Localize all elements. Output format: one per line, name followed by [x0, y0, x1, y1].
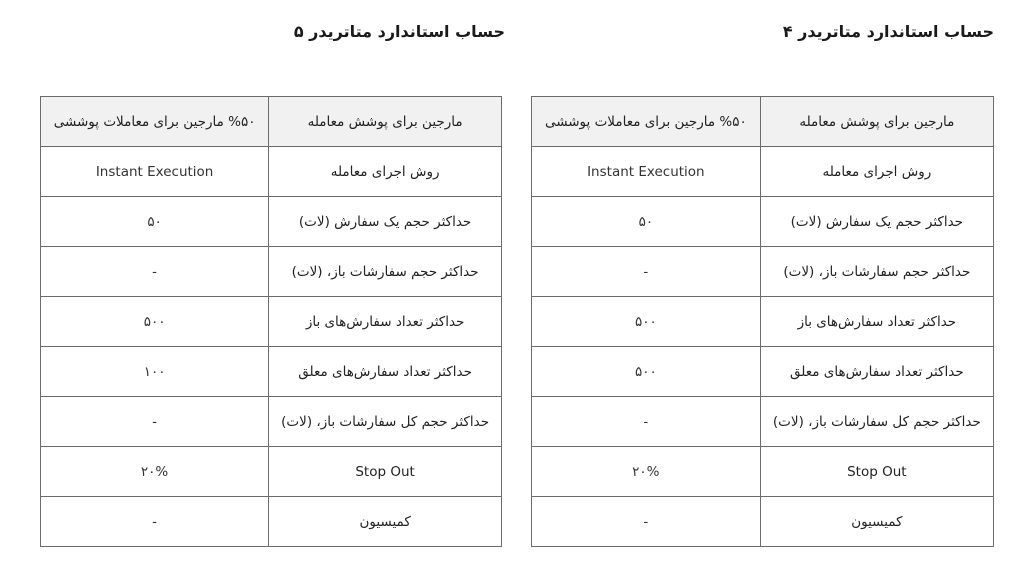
header-label-cell: مارجین برای پوشش معامله [760, 97, 993, 147]
row-label: حداکثر حجم سفارشات باز، (لات) [760, 247, 993, 297]
row-value: Instant Execution [532, 147, 761, 197]
table-row [41, 447, 502, 497]
row-value: - [532, 497, 761, 547]
table-row [532, 247, 994, 297]
table-header-row [532, 97, 994, 147]
row-label: حداکثر تعداد سفارش‌های معلق [269, 347, 502, 397]
row-value: ۲۰% [41, 447, 269, 497]
row-label: حداکثر حجم کل سفارشات باز، (لات) [760, 397, 993, 447]
row-value: - [532, 397, 761, 447]
row-value: ۵۰ [532, 197, 761, 247]
table-row [41, 197, 502, 247]
table-row [532, 297, 994, 347]
row-value: ۵۰۰ [41, 297, 269, 347]
row-label: کمیسیون [760, 497, 993, 547]
row-label: روش اجرای معامله [269, 147, 502, 197]
row-value: - [41, 497, 269, 547]
mt5-spec-table [40, 96, 502, 547]
row-label: حداکثر حجم سفارشات باز، (لات) [269, 247, 502, 297]
row-label: حداکثر تعداد سفارش‌های باز [269, 297, 502, 347]
table-row [41, 297, 502, 347]
row-label: حداکثر تعداد سفارش‌های باز [760, 297, 993, 347]
table-row [532, 347, 994, 397]
row-label: حداکثر تعداد سفارش‌های معلق [760, 347, 993, 397]
row-value: Instant Execution [41, 147, 269, 197]
header-label-cell: مارجین برای پوشش معامله [269, 97, 502, 147]
row-label: Stop Out [760, 447, 993, 497]
table-header-row [41, 97, 502, 147]
table-row [41, 147, 502, 197]
row-value: ۵۰ [41, 197, 269, 247]
mt4-spec-table [531, 96, 994, 547]
table-row [41, 347, 502, 397]
table-row [532, 497, 994, 547]
table-row [532, 397, 994, 447]
row-value: ۵۰۰ [532, 297, 761, 347]
row-value: ۵۰۰ [532, 347, 761, 397]
row-label: حداکثر حجم یک سفارش (لات) [760, 197, 993, 247]
row-value: - [532, 247, 761, 297]
row-label: Stop Out [269, 447, 502, 497]
row-label: حداکثر حجم یک سفارش (لات) [269, 197, 502, 247]
header-value-cell: %۵۰ مارجین برای معاملات پوششی [532, 97, 761, 147]
mt4-account-title: حساب استاندارد متاتریدر ۴ [782, 22, 994, 41]
mt5-account-title: حساب استاندارد متاتریدر ۵ [293, 22, 505, 41]
row-value: - [41, 247, 269, 297]
table-row [41, 397, 502, 447]
row-value: ۱۰۰ [41, 347, 269, 397]
row-value: ۲۰% [532, 447, 761, 497]
row-label: کمیسیون [269, 497, 502, 547]
row-label: روش اجرای معامله [760, 147, 993, 197]
header-value-cell: %۵۰ مارجین برای معاملات پوششی [41, 97, 269, 147]
table-row [41, 497, 502, 547]
table-row [532, 147, 994, 197]
row-label: حداکثر حجم کل سفارشات باز، (لات) [269, 397, 502, 447]
row-value: - [41, 397, 269, 447]
table-row [532, 447, 994, 497]
table-row [532, 197, 994, 247]
table-row [41, 247, 502, 297]
